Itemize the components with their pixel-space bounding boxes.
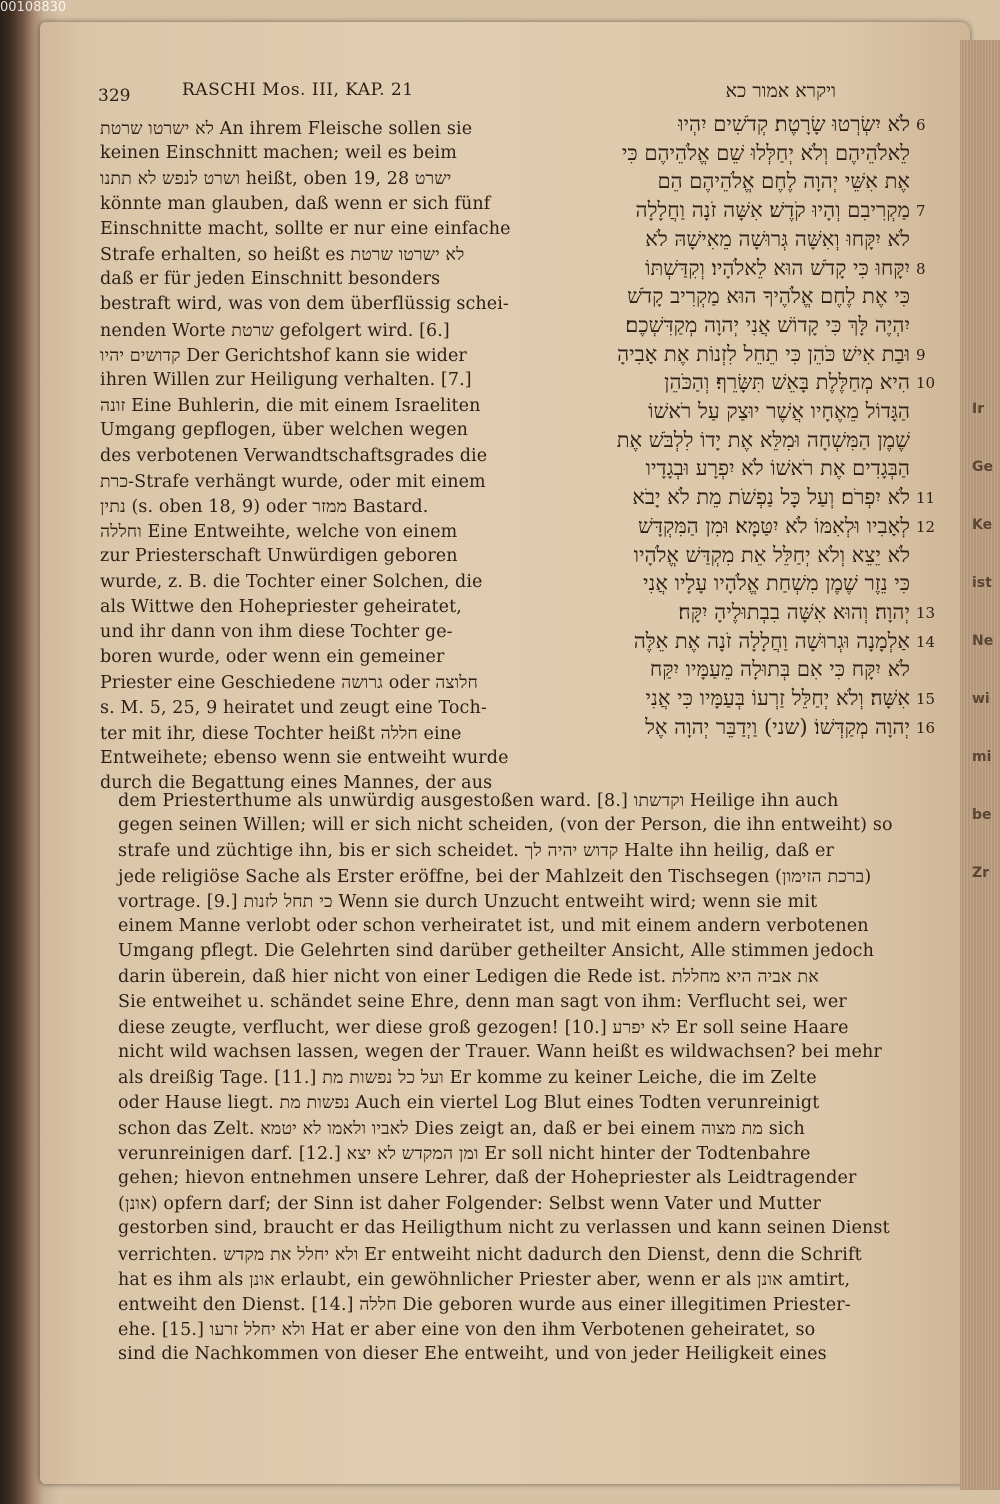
- hebrew-line: לֵאלֹהֵיהֶם וְלֹא יְחַלְּלוּ שֵׁם אֱלֹהֵיהֶם כִּי: [621, 140, 910, 165]
- page-header: [96, 80, 936, 110]
- hebrew-line: הִיא מְחַלֶּלֶת בָּאֵשׁ תִּשָּׂרֵף׃ וְהַכֹּהֵן: [664, 370, 910, 395]
- commentary-column: [100, 118, 530, 794]
- verse-number: 15: [916, 690, 936, 708]
- commentary-line: Priester eine Geschiedene גרושה oder חלוצה: [100, 673, 478, 694]
- commentary-line: Umgang gepflogen, über welchen wegen: [100, 420, 469, 441]
- commentary-line: ושרט לנפש לא תתנו heißt, oben 19, 28 ישרט: [100, 169, 452, 190]
- verse-number: 12: [916, 517, 936, 536]
- commentary-line: nicht wild wachsen lassen, wegen der Trauer. Wann heißt es wildwachsen? bei mehr: [118, 1042, 882, 1062]
- commentary-line: לא ישרטו שרטת An ihrem Fleische sollen sie: [100, 119, 473, 139]
- hebrew-line: יְהוָה מְקַדְּשׁוֹ׃ (שני) וַיְדַבֵּר יְהוָה אֶל: [645, 714, 910, 739]
- commentary-line: durch die Begattung eines Mannes, der aus: [100, 773, 493, 794]
- hebrew-line: אֶת אִשֵּׁי יְהוָה לֶחֶם אֱלֹהֵיהֶם הֵם: [657, 169, 910, 194]
- commentary-line: wurde, z. B. die Tochter einer Solchen, die: [100, 571, 483, 592]
- commentary-line: oder Hause liegt. נפשות מת Auch ein viertel Log Blut eines Todten verunreinigt: [118, 1093, 820, 1114]
- commentary-line: einem Manne verlobt oder schon verheiratet ist, und mit einem andern verbotenen: [118, 916, 869, 936]
- verse-number: 13: [916, 603, 936, 622]
- verse-number: 14: [916, 632, 936, 651]
- commentary-line: ihren Willen zur Heiligung verhalten. [7.]: [100, 370, 472, 390]
- commentary-line: ehe. [15.] ולא יחלל זרעו Hat er aber eine von den ihm Verbotenen geheiratet, so: [118, 1320, 816, 1341]
- commentary-line: daß er für jeden Einschnitt besonders: [100, 269, 441, 290]
- commentary-line: Sie entweihet u. schändet seine Ehre, denn man sagt von ihm: Verflucht sei, wer: [118, 991, 847, 1012]
- scan-id-label: 00108830: [0, 0, 67, 15]
- hebrew-line: יִהְיֶה לָּךְ כִּי קָדוֹשׁ אֲנִי יְהוָה מְקַדִּשְׁכֶם׃: [625, 312, 910, 337]
- hebrew-line: לֹא יִקָּח כִּי אִם בְּתוּלָה מֵעַמָּיו יִקַּח: [649, 657, 910, 682]
- verse-number: 9: [916, 345, 926, 364]
- commentary-line: (אונן) opfern darf; der Sinn ist daher Folgender: Selbst wenn Vater und Mutter: [118, 1194, 822, 1215]
- commentary-line: Entweihete; ebenso wenn sie entweiht wurde: [100, 748, 509, 768]
- commentary-line: gestorben sind, braucht er das Heiligthum nicht zu verlassen und kann seinen Dienst: [118, 1218, 890, 1239]
- commentary-line: vortrage. [9.] כי תחל לזנות Wenn sie durch Unzucht entweiht wird; wenn sie mit: [118, 891, 818, 912]
- commentary-line: bestraft wird, was von dem überflüssig schei-: [100, 294, 509, 315]
- commentary-line: darin überein, daß hier nicht von einer Ledigen die Rede ist. את אביה היא מחללת: [118, 967, 819, 988]
- commentary-line: strafe und züchtige ihn, bis er sich scheidet. קדוש יהיה לך Halte ihn heilig, daß er: [118, 841, 835, 862]
- next-page-edge-text: Ir Ge Ke ist Ne wi mi be Zr: [972, 401, 994, 881]
- verse-number: 11: [916, 489, 936, 508]
- hebrew-line: כִּי נֵזֶר שֶׁמֶן מִשְׁחַת אֱלֹהָיו עָלָיו אֲנִי: [643, 571, 910, 596]
- hebrew-line: שֶׁמֶן הַמִּשְׁחָה וּמִלֵּא אֶת יָדוֹ לִלְבֹּשׁ אֶת: [616, 427, 910, 452]
- hebrew-line: כִּי אֶת לֶחֶם אֱלֹהֶיךָ הוּא מַקְרִיב קָדֹשׁ: [627, 284, 910, 309]
- hebrew-line: יְהוָה׃ וְהוּא אִשָּׁה בִבְתוּלֶיהָ יִקָּח׃: [678, 599, 910, 624]
- hebrew-running-title: ויקרא אמור כא: [725, 80, 836, 102]
- verse-number: 16: [916, 718, 936, 737]
- verse-numbers: [916, 112, 950, 782]
- commentary-line: זונה Eine Buhlerin, die mit einem Israeliten: [100, 396, 481, 417]
- hebrew-line: הַבְּגָדִים אֶת רֹאשׁוֹ לֹא יִפְרָע וּבְגָדָיו: [645, 456, 910, 481]
- commentary-line: diese zeugte, verflucht, wer diese groß gezogen! [10.] לא יפרע Er soll seine Haare: [118, 1017, 849, 1038]
- hebrew-bible-text: [540, 112, 910, 782]
- commentary-line: des verbotenen Verwandtschaftsgrades die: [100, 445, 488, 466]
- commentary-line: נתין (s. oben 18, 9) oder ממזר Bastard.: [100, 497, 429, 517]
- hebrew-line: לְאָבִיו וּלְאִמּוֹ לֹא יִטַּמָּא׃ וּמִן הַמִּקְדָּשׁ: [638, 513, 910, 538]
- verse-number: 8: [916, 259, 926, 278]
- commentary-line: und ihr dann von ihm diese Tochter ge-: [100, 622, 453, 642]
- commentary-line: dem Priesterthume als unwürdig ausgestoßen ward. [8.] וקדשתו Heilige ihn auch: [118, 791, 839, 811]
- commentary-line: וחללה Eine Entweihte, welche von einem: [100, 522, 458, 543]
- hebrew-line: הַגָּדוֹל מֵאֶחָיו אֲשֶׁר יוּצַק עַל רֹאשׁוֹ: [648, 399, 910, 423]
- hebrew-line: לֹא יִפְרֹם׃ וְעַל כָּל נַפְשֹׁת מֵת לֹא יָבֹא: [632, 485, 910, 510]
- commentary-line: Einschnitte macht, sollte er nur eine einfache: [100, 218, 511, 239]
- commentary-line: gehen; hievon entnehmen unsere Lehrer, daß der Hohepriester als Leidtragender: [118, 1168, 857, 1188]
- commentary-line: als dreißig Tage. [11.] ועל כל נפשות מת Er komme zu keiner Leiche, die im Zelte: [118, 1068, 817, 1089]
- commentary-line: קדושים יהיו Der Gerichtshof kann sie wider: [100, 345, 467, 366]
- running-title: RASCHI Mos. III, KAP. 21: [182, 80, 414, 100]
- commentary-line: ter mit ihr, diese Tochter heißt חללה eine: [100, 723, 462, 744]
- commentary-line: jede religiöse Sache als Erster eröffne, bei der Mahlzeit den Tischsegen (ברכת הזימון): [118, 866, 872, 887]
- hebrew-line: אִשָּׁה׃ וְלֹא יְחַלֵּל זַרְעוֹ בְּעַמָּיו כִּי אֲנִי: [645, 686, 910, 710]
- commentary-line: schon das Zelt. לאביו ולאמו לא יטמא Dies zeigt an, daß er bei einem מת מצוה sich: [118, 1118, 805, 1139]
- hebrew-line: יִקָּחוּ כִּי קָדֹשׁ הוּא לֵאלֹהָיו׃ וְקִדַּשְׁתּוֹ: [645, 255, 910, 280]
- verse-number: 10: [916, 374, 936, 393]
- commentary-line: als Wittwe den Hohepriester geheiratet,: [100, 596, 462, 617]
- hebrew-line: לֹא יִשְׂרְטוּ שָׂרָטֶת׃ קְדֹשִׁים יִהְיוּ: [678, 112, 910, 136]
- hebrew-line: מַקְרִיבִם וְהָיוּ קֹדֶשׁ׃ אִשָּׁה זֹנָה וַחֲלָלָה: [635, 198, 910, 223]
- commentary-full-width: [118, 790, 938, 1380]
- commentary-line: nenden Worte שרטת gefolgert wird. [6.]: [100, 320, 450, 341]
- hebrew-line: לֹא יִקָּחוּ וְאִשָּׁה גְּרוּשָׁה מֵאִישָׁהּ לֹא: [645, 226, 910, 251]
- hebrew-line: וּבַת אִישׁ כֹּהֵן כִּי תֵחֵל לִזְנוֹת אֶת אָבִיהָ: [617, 341, 910, 366]
- commentary-line: keinen Einschnitt machen; weil es beim: [100, 143, 457, 164]
- commentary-line: Umgang pflegt. Die Gelehrten sind darüber getheilter Ansicht, Alle stimmen jedoch: [118, 941, 875, 962]
- hebrew-line: לֹא יֵצֵא וְלֹא יְחַלֵּל אֵת מִקְדַּשׁ אֱלֹהָיו: [633, 542, 910, 567]
- commentary-line: כרת-Strafe verhängt wurde, oder mit einem: [100, 471, 486, 492]
- hebrew-line: אַלְמָנָה וּגְרוּשָׁה וַחֲלָלָה זֹנָה אֶת אֵלֶּה: [633, 628, 910, 653]
- commentary-line: hat es ihm als אונן erlaubt, ein gewöhnlicher Priester aber, wenn er als אונן amtirt,: [118, 1269, 851, 1290]
- commentary-line: verrichten. ולא יחלל את מקדש Er entweiht nicht dadurch den Dienst, denn die Schrift: [118, 1244, 862, 1265]
- commentary-line: sind die Nachkommen von dieser Ehe entweiht, und von jeder Heiligkeit eines: [118, 1344, 827, 1365]
- commentary-line: verunreinigen darf. [12.] ומן המקדש לא יצא Er soll nicht hinter der Todtenbahre: [118, 1143, 811, 1164]
- commentary-line: gegen seinen Willen; will er sich nicht scheiden, (von der Person, die ihn entweiht) so: [118, 815, 893, 836]
- commentary-line: könnte man glauben, daß wenn er sich fünf: [100, 193, 491, 214]
- verse-number: 6: [916, 116, 926, 134]
- commentary-line: entweiht den Dienst. [14.] חללה Die geboren wurde aus einer illegitimen Priester-: [118, 1295, 851, 1315]
- page-number: 329: [98, 86, 131, 106]
- commentary-line: boren wurde, oder wenn ein gemeiner: [100, 647, 445, 668]
- verse-number: 7: [916, 202, 926, 221]
- commentary-line: zur Priesterschaft Unwürdigen geboren: [100, 546, 458, 567]
- commentary-line: s. M. 5, 25, 9 heiratet und zeugt eine Toch-: [100, 697, 487, 718]
- commentary-line: Strafe erhalten, so heißt es לא ישרטו שרטת: [100, 245, 465, 265]
